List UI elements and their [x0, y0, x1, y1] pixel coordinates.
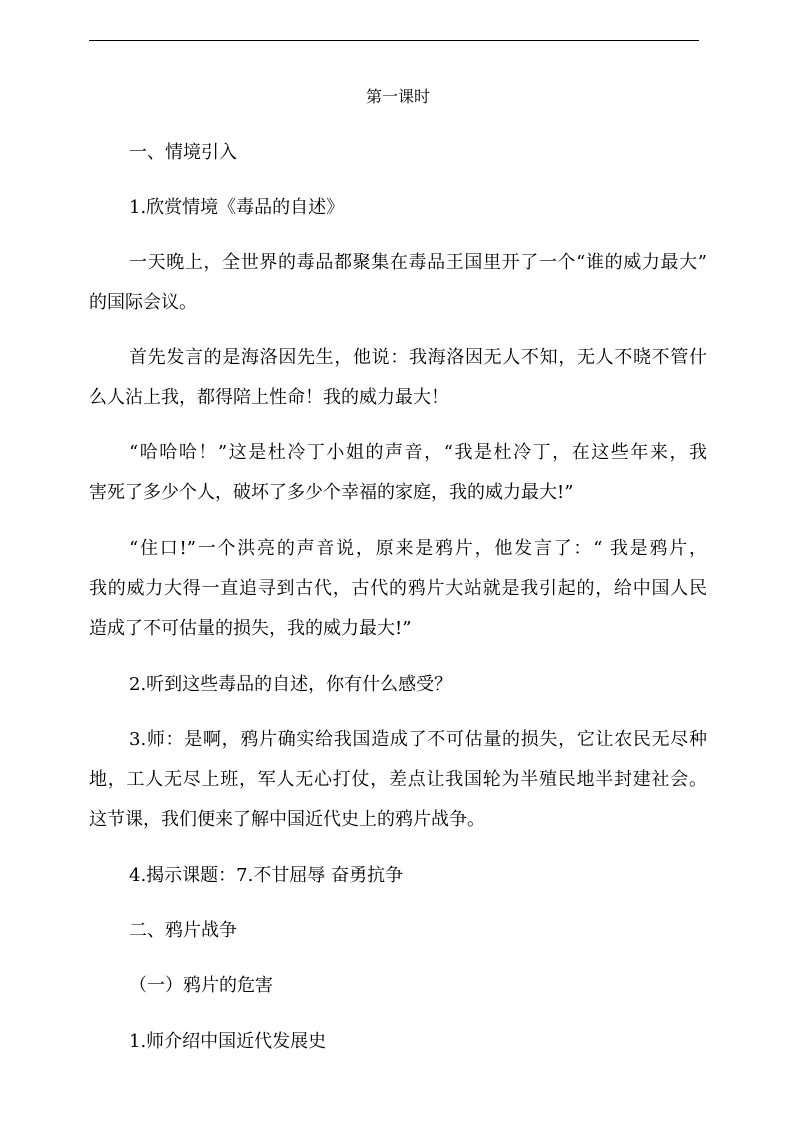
paragraph-4-line-3: 造成了不可估量的损失，我的威力最大!” — [89, 618, 412, 639]
item-teacher-intro-history: 1.师介绍中国近代发展史 — [129, 1031, 327, 1052]
lesson-title: 第一课时 — [365, 87, 430, 106]
header-rule — [89, 40, 699, 41]
paragraph-3-line-2: 害死了多少个人，破坏了多少个幸福的家庭，我的威力最大!” — [89, 482, 574, 503]
subsection-opium-harm: （一）鸦片的危害 — [129, 975, 273, 996]
item-feelings-question: 2.听到这些毒品的自述，你有什么感受？ — [129, 674, 453, 695]
paragraph-2-line-1: 首先发言的是海洛因先生，他说：我海洛因无人不知，无人不晓不管什 — [129, 347, 707, 368]
item-appreciate-scenario: 1.欣赏情境《毒品的自述》 — [129, 197, 345, 218]
paragraph-2-line-2: 么人沾上我，都得陪上性命！我的威力最大！ — [89, 387, 449, 408]
paragraph-5-line-2: 地，工人无尽上班，军人无心打仗，差点让我国轮为半殖民地半封建社会。 — [89, 769, 707, 790]
paragraph-4-line-2: 我的威力大得一直追寻到古代，古代的鸦片大站就是我引起的，给中国人民 — [89, 578, 707, 599]
paragraph-4-line-1: “住口!”一个洪亮的声音说，原来是鸦片，他发言了：“ 我是鸦片， — [129, 538, 707, 559]
section-heading-opium-war: 二、鸦片战争 — [129, 920, 237, 941]
paragraph-1-line-1: 一天晚上，全世界的毒品都聚集在毒品王国里开了一个“谁的威力最大” — [129, 252, 707, 273]
paragraph-5-line-3: 这节课，我们便来了解中国近代史上的鸦片战争。 — [89, 809, 485, 830]
paragraph-5-line-1: 3.师：是啊，鸦片确实给我国造成了不可估量的损失，它让农民无尽种 — [129, 729, 707, 750]
item-reveal-topic: 4.揭示课题：7.不甘屈辱 奋勇抗争 — [129, 865, 404, 886]
section-heading-intro: 一、情境引入 — [129, 142, 237, 163]
paragraph-3-line-1: “哈哈哈！”这是杜冷丁小姐的声音，“我是杜冷丁，在这些年来，我 — [129, 442, 707, 463]
paragraph-1-line-2: 的国际会议。 — [89, 292, 197, 313]
